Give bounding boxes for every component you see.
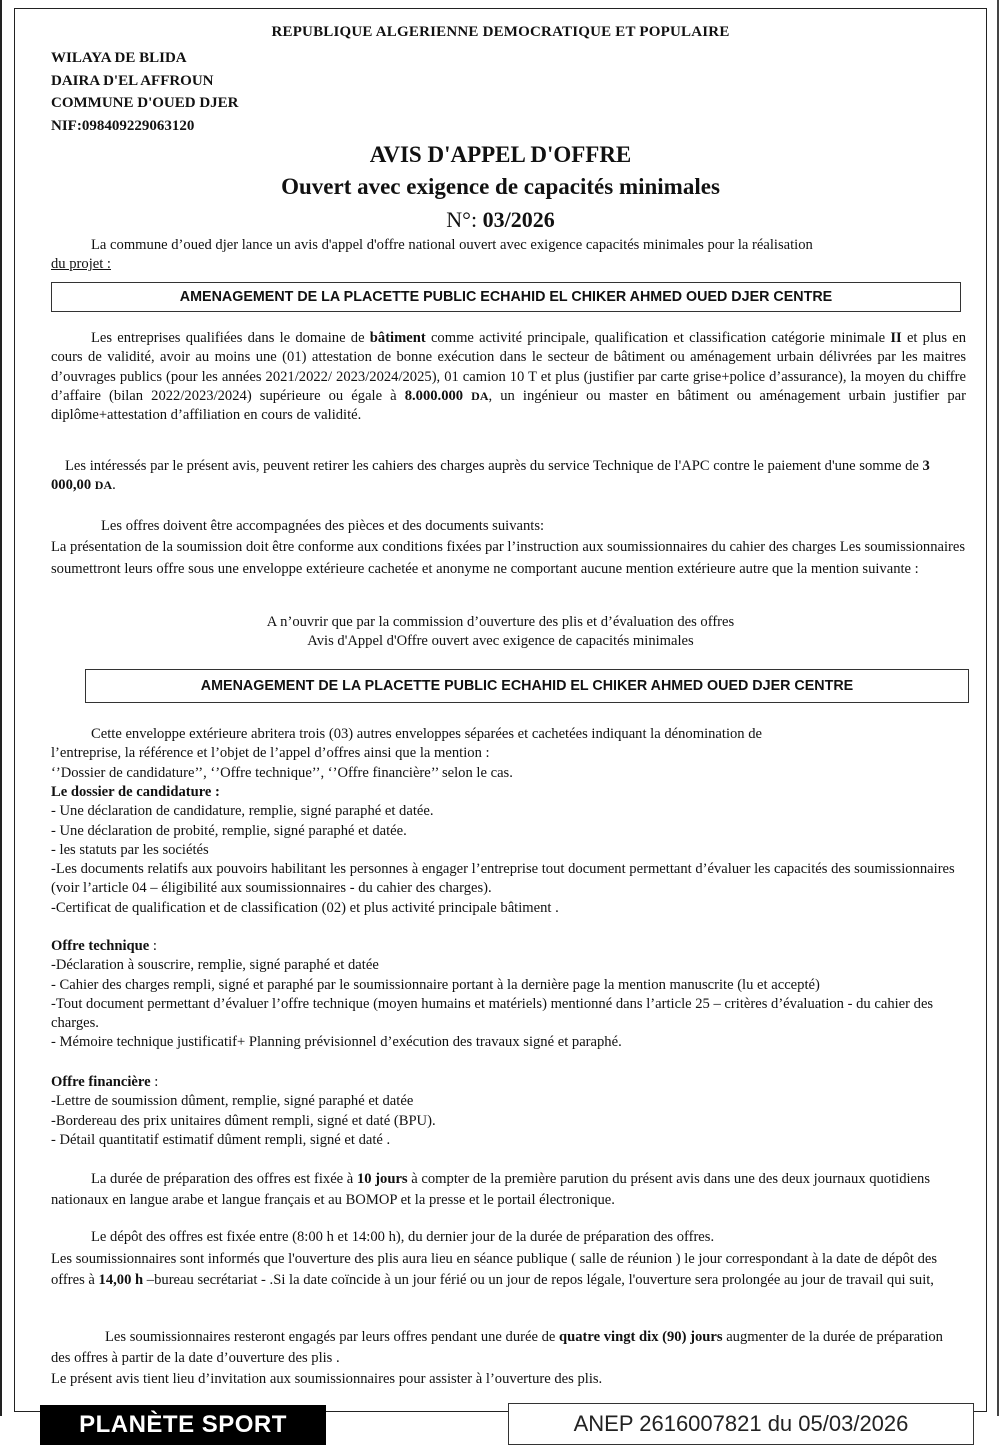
candidature-item: -Certificat de qualification et de classification (02) et plus activité principale bâtiment . (51, 899, 559, 916)
candidature-section (51, 783, 966, 918)
deposit-text-2: Les soumissionnaires sont informés que l'ouverture des plis aura lieu en séance publique ( salle de réunion ) le jour correspondant à la date de dépôt des offres à (51, 1250, 938, 1288)
technique-item: - Mémoire technique justificatif+ Planning prévisionnel d’exécution des travaux signé et paraphé. (51, 1034, 622, 1051)
duration-paragraph (51, 1169, 966, 1211)
technique-item: - Cahier des charges rempli, signé et paraphé par le soumissionnaire portant à la dernière page la mention manuscrite (lu et accepté) (51, 976, 820, 993)
envelope-line-1: Cette enveloppe extérieure abritera trois (03) autres enveloppes séparées et cachetées indiquant la dénomination de (91, 726, 763, 742)
financiere-heading: Offre financière (51, 1074, 151, 1090)
eligibility-category: II (890, 330, 902, 346)
deposit-line-1: Le dépôt des offres est fixée entre (8:00 h et 14:00 h), du dernier jour de la durée de préparation des offres. (91, 1229, 715, 1245)
financiere-item: -Lettre de soumission dûment, remplie, signé paraphé et datée (51, 1093, 414, 1110)
wilaya-line: WILAYA DE BLIDA (51, 50, 187, 66)
technique-heading-suffix: : (149, 938, 157, 954)
candidature-item: - les statuts par les sociétés (51, 841, 209, 858)
envelope-line-3: ‘’Dossier de candidature’’, ‘’Offre technique’’, ‘’Offre financière’’ selon le cas. (51, 764, 513, 781)
anep-reference: ANEP 2616007821 du 05/03/2026 (508, 1403, 974, 1445)
engagement-period: quatre vingt dix (90) jours (559, 1329, 723, 1345)
financiere-heading-suffix: : (150, 1074, 159, 1090)
technique-heading: Offre technique (51, 938, 150, 954)
page-right-border (997, 0, 999, 1416)
candidature-item: -Les documents relatifs aux pouvoirs habilitant les personnes à engager l’entreprise tout document permettant d’évaluer les capacités des soumissionnaires (voir l’article 04 – éligibilité aux soumissionnaires - du cahier des charges). (51, 861, 955, 897)
withdrawal-text: Les intéressés par le présent avis, peuvent retirer les cahiers des charges auprès du service Technique de l'APC contre le paiement d'une somme de (65, 458, 923, 474)
candidature-item: - Une déclaration de probité, remplie, signé paraphé et datée. (51, 822, 407, 839)
mention-line-1: A n’ouvrir que par la commission d’ouverture des plis et d’évaluation des offres (266, 614, 735, 630)
technique-item: -Déclaration à souscrire, remplie, signé paraphé et datée (51, 957, 379, 974)
eligibility-amount: 8.000.000 (404, 387, 464, 404)
page-left-border (0, 0, 2, 1416)
deposit-text-3: –bureau secrétariat - .Si la date coïncide à un jour férié ou un jour de repos légale, l'ouverture sera prolongée au jour de travail qui suit, (143, 1272, 934, 1288)
notice-frame (14, 8, 987, 1412)
eligibility-text-1: Les entreprises qualifiées dans le domaine de (91, 330, 370, 346)
documents-paragraph (51, 517, 966, 580)
deposit-rest (51, 1249, 966, 1292)
withdrawal-amount: 3 000,00 (51, 458, 930, 494)
publication-name: PLANÈTE SPORT (40, 1405, 326, 1445)
financiere-heading-line (51, 1073, 966, 1092)
envelope-paragraph (51, 725, 966, 783)
engagement-text-1: Les soumissionnaires resteront engagés par leurs offres pendant une durée de (105, 1329, 560, 1345)
financiere-item: - Détail quantitatif estimatif dûment rempli, signé et daté . (51, 1131, 391, 1148)
engagement-main (51, 1327, 966, 1369)
eligibility-paragraph (51, 329, 966, 425)
notice-subtitle: Ouvert avec exigence de capacités minimales (281, 174, 720, 199)
engagement-paragraph (51, 1327, 966, 1390)
administration-block (51, 47, 239, 137)
candidature-item: - Une déclaration de candidature, remplie, signé paraphé et datée. (51, 803, 434, 820)
financiere-item: -Bordereau des prix unitaires dûment rempli, signé et daté (BPU). (51, 1112, 436, 1129)
deposit-hour: 14,00 h (98, 1272, 144, 1288)
technique-heading-line (51, 937, 966, 956)
project-name-box-2: AMENAGEMENT DE LA PLACETTE PUBLIC ECHAHID EL CHIKER AHMED OUED DJER CENTRE (85, 669, 969, 703)
technique-item: -Tout document permettant d’évaluer l’offre technique (moyen humains et matériels) mentionné dans l’article 25 – critères d’évaluation - du cahier des charges. (51, 995, 934, 1032)
intro-line-2: du projet : (51, 256, 111, 273)
nif-line: NIF:098409229063120 (51, 117, 195, 134)
technique-section (51, 937, 966, 1053)
intro-paragraph (51, 236, 966, 275)
envelope-line-2: l’entreprise, la référence et l’objet de l’appel d’offres ainsi que la mention : (51, 745, 490, 762)
eligibility-text-3: et plus en cours de validité, avoir au moins une (01) attestation de bonne exécution dans le secteur de bâtiment ou aménagement urbain délivrées par les maitres d’ouvrages publics (pour les années 2021/2022/ 2023/2024/2025), 01 camion 10 T et plus (justifier par carte grise+police d’assurance), la moyen du chiffre d’affaire (bilan 2022/2023/2024) supérieure ou égale à (51, 330, 966, 404)
eligibility-domain: bâtiment (369, 330, 426, 346)
notice-number (15, 207, 986, 233)
duration-text-1: La durée de préparation des offres est fixée à (91, 1171, 357, 1187)
daira-line: DAIRA D'EL AFFROUN (51, 72, 214, 89)
notice-number-prefix: N°: (446, 207, 483, 232)
commune-line: COMMUNE D'OUED DJER (51, 95, 239, 111)
withdrawal-currency: DA (94, 478, 113, 493)
candidature-heading: Le dossier de candidature : (51, 784, 220, 800)
intro-line-1: La commune d’oued djer lance un avis d'appel d'offre national ouvert avec exigence capacités minimales pour la réalisation (91, 237, 813, 253)
mention-line-2: Avis d'Appel d'Offre ouvert avec exigence de capacités minimales (307, 633, 694, 650)
deposit-paragraph (51, 1227, 966, 1292)
project-name-box-1: AMENAGEMENT DE LA PLACETTE PUBLIC ECHAHID EL CHIKER AHMED OUED DJER CENTRE (51, 282, 961, 312)
notice-title: AVIS D'APPEL D'OFFRE (369, 142, 632, 167)
withdrawal-end: . (112, 477, 116, 494)
republic-heading: REPUBLIQUE ALGERIENNE DEMOCRATIQUE ET POPULAIRE (271, 24, 730, 40)
duration-text-2: à compter de la première parution du présent avis dans une des deux journaux quotidiens nationaux en langue arabe et langue français et au BOMOP et la presse et le portail électronique. (51, 1171, 931, 1208)
withdrawal-paragraph (51, 457, 966, 496)
presentation-text: La présentation de la soumission doit être conforme aux conditions fixées par l’instruction aux soumissionnaires du cahier des charges Les soumissionnaires soumettront leurs offre sous une enveloppe extérieure cachetée et anonyme ne comportant aucune mention extérieure autre que la mention suivante : (51, 539, 966, 578)
footer-divider (326, 1411, 508, 1412)
duration-days: 10 jours (356, 1171, 408, 1187)
mention-block (51, 613, 950, 652)
notice-number-value: 03/2026 (482, 207, 555, 232)
documents-intro: Les offres doivent être accompagnées des pièces et des documents suivants: (101, 518, 545, 534)
engagement-text-2: augmenter de la durée de préparation des offres à partir de la date d’ouverture des plis . (51, 1329, 943, 1366)
eligibility-text-4: , un ingénieur ou master en bâtiment ou aménagement urbain justifier par diplôme+attestation d’affiliation en cours de validité. (51, 387, 966, 424)
eligibility-text-2: comme activité principale, qualification et classification catégorie minimale (425, 330, 891, 346)
engagement-line-2: Le présent avis tient lieu d’invitation aux soumissionnaires pour assister à l’ouverture des plis. (51, 1371, 603, 1387)
eligibility-currency: DA (471, 388, 489, 403)
financiere-section (51, 1073, 966, 1150)
